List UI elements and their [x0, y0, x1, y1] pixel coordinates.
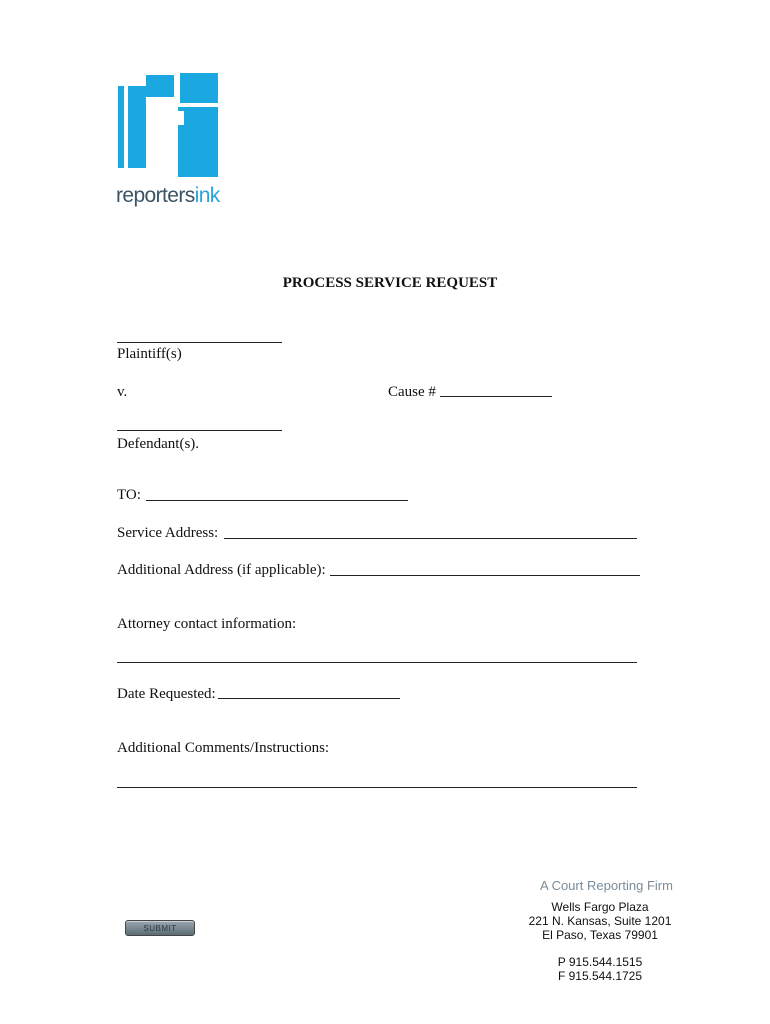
submit-button[interactable]: SUBMIT: [125, 920, 195, 936]
additional-address-label: Additional Address (if applicable):: [117, 562, 326, 578]
comments-field[interactable]: [117, 787, 637, 788]
logo-word-accent: ink: [194, 184, 220, 207]
defendant-label: Defendant(s).: [117, 436, 200, 452]
service-address-label: Service Address:: [117, 525, 219, 541]
logo-word-main: reporters: [116, 184, 195, 207]
page-title: PROCESS SERVICE REQUEST: [282, 275, 498, 291]
ri-logo-mark: [116, 71, 220, 181]
cause-number-field[interactable]: [440, 396, 552, 397]
cause-label: Cause #: [388, 384, 436, 400]
defendant-field[interactable]: [117, 430, 282, 431]
additional-address-field[interactable]: [330, 575, 640, 576]
attorney-contact-label: Attorney contact information:: [117, 616, 297, 632]
firm-phones: [520, 955, 680, 983]
logo-wordmark: [116, 184, 220, 208]
reportersink-logo: [116, 71, 220, 211]
plaintiff-label: Plaintiff(s): [117, 346, 182, 362]
comments-label: Additional Comments/Instructions:: [117, 740, 330, 756]
address-line-2: 221 N. Kansas, Suite 1201: [528, 914, 672, 928]
to-field[interactable]: [146, 500, 408, 501]
address-line-1: Wells Fargo Plaza: [551, 900, 649, 914]
plaintiff-field[interactable]: [117, 342, 282, 343]
versus-label: v.: [117, 384, 128, 400]
date-requested-label: Date Requested:: [117, 686, 216, 702]
address-line-3: El Paso, Texas 79901: [542, 928, 658, 942]
attorney-contact-field[interactable]: [117, 662, 637, 663]
fax-number: F 915.544.1725: [557, 969, 643, 983]
tagline: A Court Reporting Firm: [540, 878, 673, 893]
firm-address: [520, 900, 680, 942]
service-address-field[interactable]: [224, 538, 637, 539]
date-requested-field[interactable]: [218, 698, 400, 699]
phone-number: P 915.544.1515: [557, 955, 643, 969]
to-label: TO:: [117, 487, 141, 503]
